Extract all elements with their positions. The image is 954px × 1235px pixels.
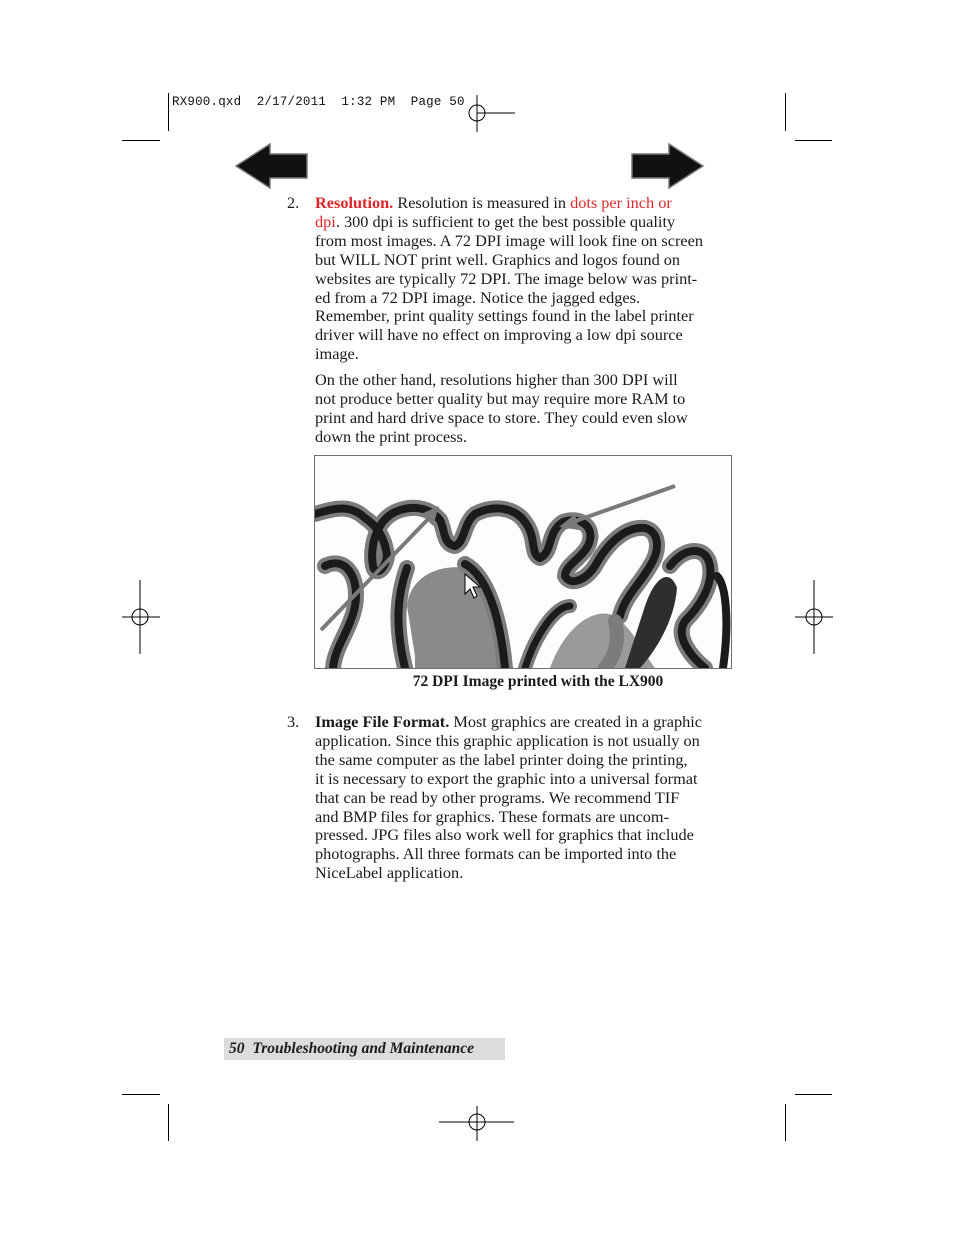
section-title: Troubleshooting and Maintenance	[252, 1040, 475, 1057]
registration-mark-icon	[120, 579, 162, 655]
resolution-paragraph: Resolution. Resolution is measured in dots per inch or dpi. 300 dpi is sufficient to get the best possible quality from most images. A 72 DPI image will look fine on screen but WILL NOT print well. Graphics and logos found on websites are typically 72 DPI. The image below was print- ed from a 72 DPI image. Notice the jagged edges. Remember, print quality settings found in the label printer driver will have no effect on improving a low dpi source image.	[315, 193, 703, 364]
image-file-format-heading: Image File Format.	[315, 712, 450, 731]
page-number: 50	[229, 1040, 245, 1057]
dpi-sample-image	[314, 455, 732, 669]
list-item-image-file-format	[287, 713, 727, 883]
high-resolution-paragraph: On the other hand, resolutions higher than 300 DPI will not produce better quality but may require more RAM to print and hard drive space to store. They could even slow down the print process.	[315, 370, 688, 446]
forward-button[interactable]	[630, 142, 706, 190]
dpi-link[interactable]: dots per inch or	[570, 193, 672, 212]
registration-mark-icon	[438, 1106, 516, 1142]
figure-caption: 72 DPI Image printed with the LX900	[412, 673, 664, 690]
list-item-resolution	[287, 194, 727, 447]
page-footer	[224, 1038, 505, 1060]
back-button[interactable]	[234, 142, 310, 190]
registration-mark-icon	[793, 579, 835, 655]
resolution-heading: Resolution.	[315, 193, 394, 212]
image-file-format-paragraph: Image File Format. Most graphics are created in a graphic application. Since this graphic application is not usually on the same computer as the label printer doing the printing, it is necessary to export the graphic into a universal format that can be read by other programs. We recommend TIF and BMP files for graphics. These formats are uncom- pressed. JPG files also work well for graphics that include photographs. All three formats can be imported into the NiceLabel application.	[315, 712, 702, 883]
right-arrow-icon	[632, 144, 703, 188]
registration-mark-icon	[460, 95, 516, 135]
left-arrow-icon	[236, 144, 307, 188]
list-number: 3.	[287, 712, 300, 731]
print-slug: RX900.qxd 2/17/2011 1:32 PM Page 50	[172, 95, 465, 109]
list-number: 2.	[287, 193, 300, 212]
dpi-link-continued[interactable]: dpi	[315, 211, 336, 231]
